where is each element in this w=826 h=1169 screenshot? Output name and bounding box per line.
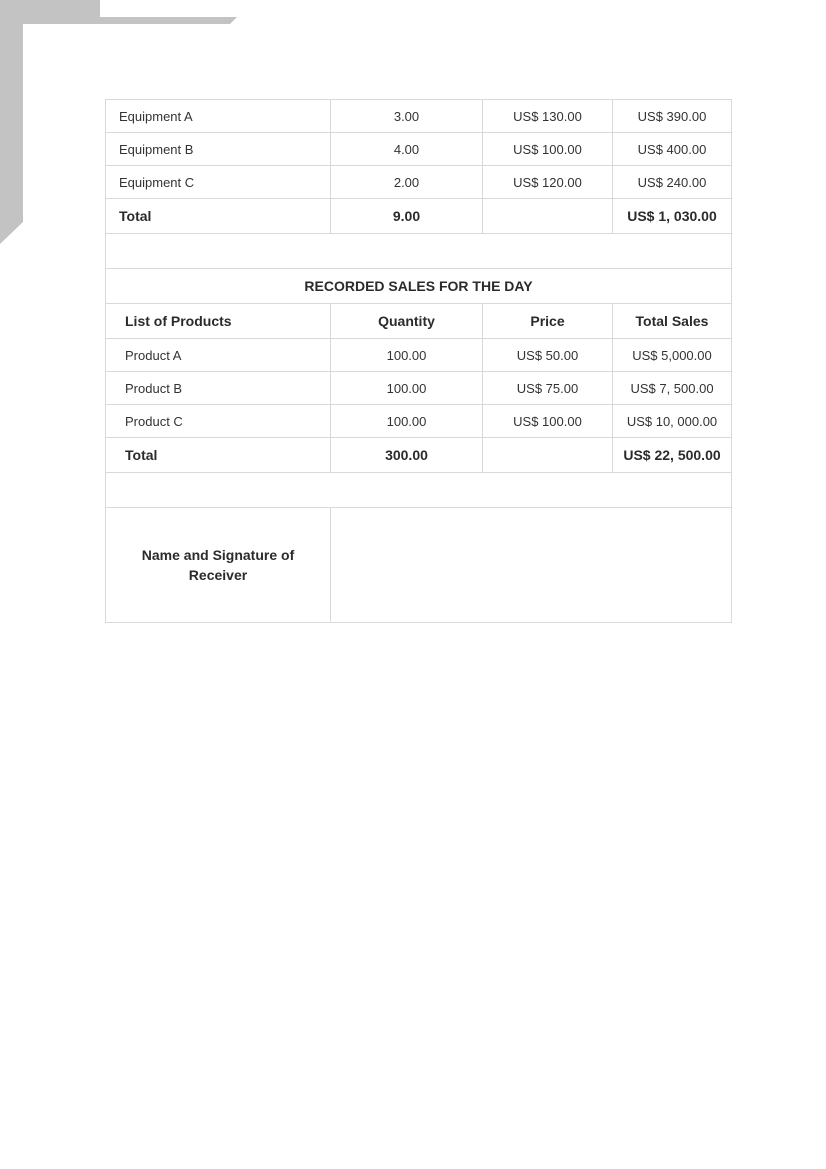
- table-row: [106, 166, 732, 199]
- document-table: [105, 99, 732, 623]
- sales-header-row: [106, 304, 732, 339]
- table-row: [106, 405, 732, 438]
- equipment-price: US$ 100.00: [483, 133, 613, 166]
- table-row: [106, 339, 732, 372]
- equipment-total-row: [106, 199, 732, 234]
- equipment-quantity: 3.00: [331, 100, 483, 133]
- product-price: US$ 75.00: [483, 372, 613, 405]
- product-price: US$ 50.00: [483, 339, 613, 372]
- equipment-total-price: [483, 199, 613, 234]
- product-total: US$ 10, 000.00: [613, 405, 732, 438]
- product-quantity: 100.00: [331, 405, 483, 438]
- sales-total-quantity: 300.00: [331, 438, 483, 473]
- equipment-total: US$ 390.00: [613, 100, 732, 133]
- equipment-quantity: 2.00: [331, 166, 483, 199]
- equipment-name: Equipment A: [106, 100, 331, 133]
- table-row: [106, 133, 732, 166]
- signature-label: Name and Signature of Receiver: [106, 508, 331, 623]
- header-products: List of Products: [106, 304, 331, 339]
- equipment-name: Equipment C: [106, 166, 331, 199]
- table-row: [106, 100, 732, 133]
- product-name: Product B: [106, 372, 331, 405]
- equipment-grand-total: US$ 1, 030.00: [613, 199, 732, 234]
- product-total: US$ 7, 500.00: [613, 372, 732, 405]
- product-name: Product A: [106, 339, 331, 372]
- signature-field[interactable]: [331, 508, 732, 623]
- equipment-total: US$ 240.00: [613, 166, 732, 199]
- empty-cell: [106, 234, 732, 269]
- equipment-total-label: Total: [106, 199, 331, 234]
- signature-row: [106, 508, 732, 623]
- equipment-price: US$ 130.00: [483, 100, 613, 133]
- table-row: [106, 372, 732, 405]
- equipment-total: US$ 400.00: [613, 133, 732, 166]
- product-quantity: 100.00: [331, 339, 483, 372]
- header-total-sales: Total Sales: [613, 304, 732, 339]
- product-name: Product C: [106, 405, 331, 438]
- sales-total-row: [106, 438, 732, 473]
- sales-section-row: [106, 269, 732, 304]
- empty-cell: [106, 473, 732, 508]
- sales-total-price: [483, 438, 613, 473]
- sales-section-title: RECORDED SALES FOR THE DAY: [106, 269, 732, 304]
- sales-total-label: Total: [106, 438, 331, 473]
- spacer-row: [106, 473, 732, 508]
- product-total: US$ 5,000.00: [613, 339, 732, 372]
- sales-grand-total: US$ 22, 500.00: [613, 438, 732, 473]
- equipment-quantity: 4.00: [331, 133, 483, 166]
- product-price: US$ 100.00: [483, 405, 613, 438]
- equipment-total-quantity: 9.00: [331, 199, 483, 234]
- product-quantity: 100.00: [331, 372, 483, 405]
- equipment-name: Equipment B: [106, 133, 331, 166]
- header-quantity: Quantity: [331, 304, 483, 339]
- header-price: Price: [483, 304, 613, 339]
- equipment-price: US$ 120.00: [483, 166, 613, 199]
- spacer-row: [106, 234, 732, 269]
